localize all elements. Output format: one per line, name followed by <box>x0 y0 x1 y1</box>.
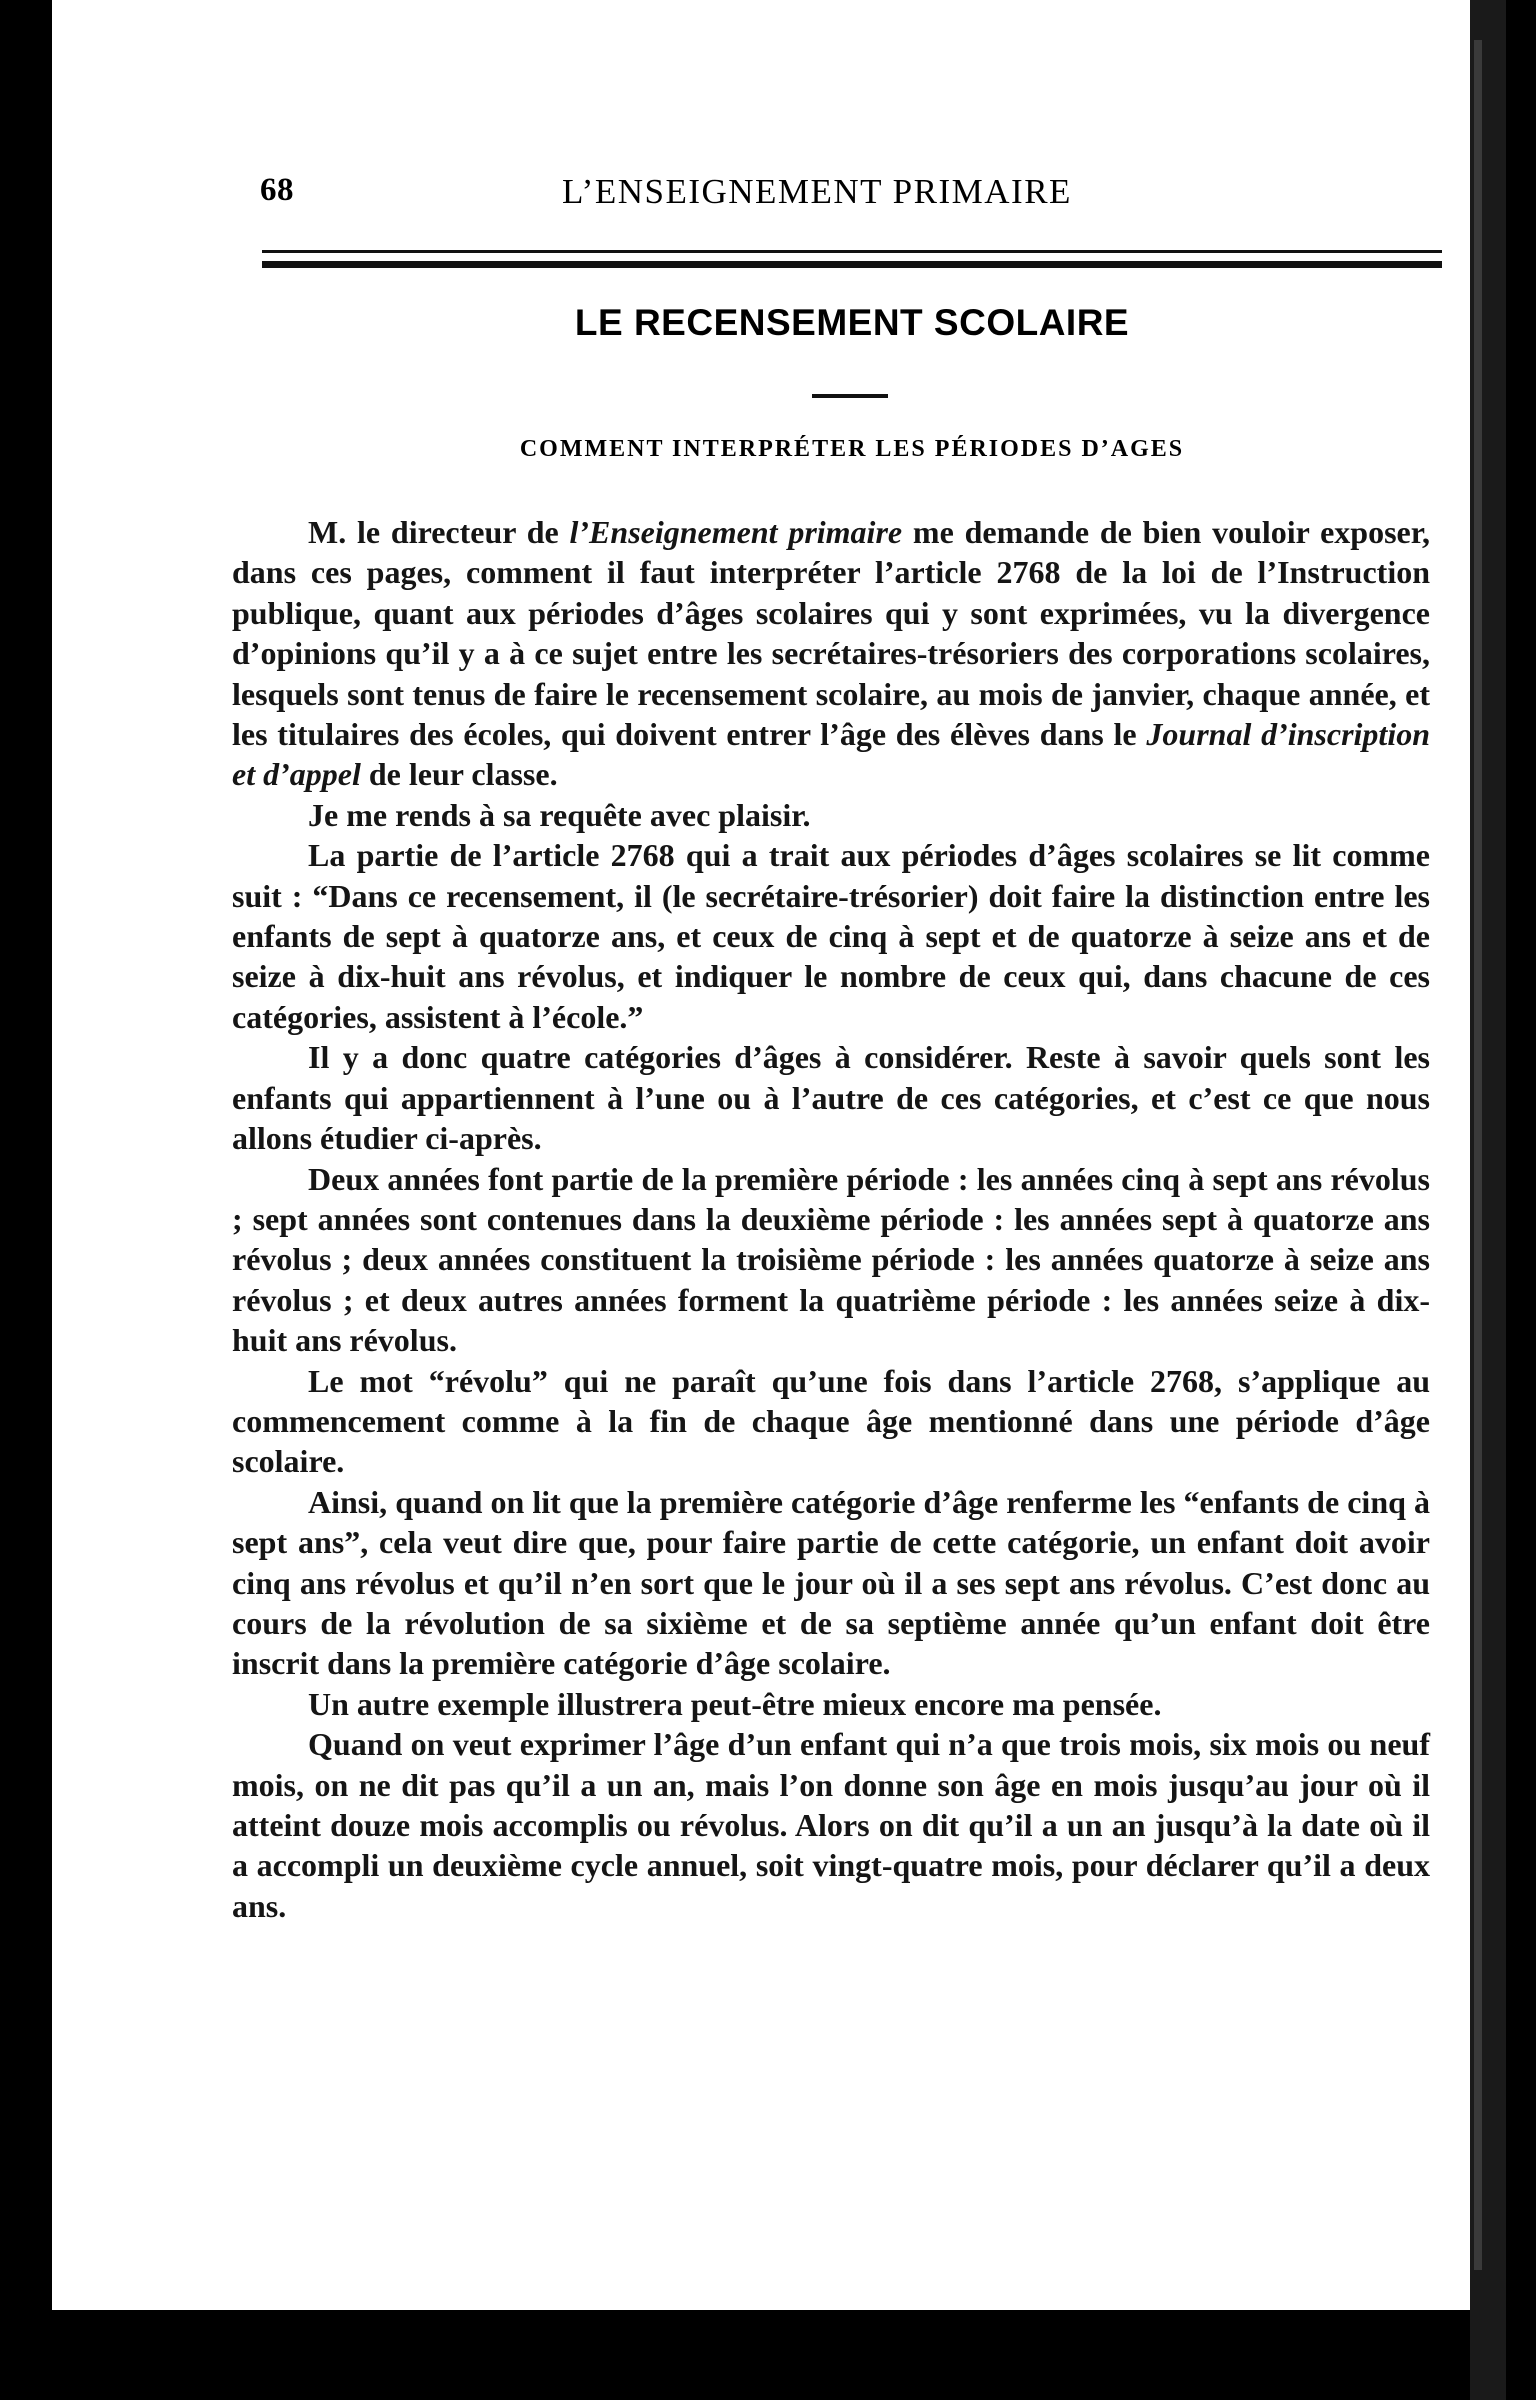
paragraph-1-part-c: me demande de bien vouloir exposer, dans ces pages, comment il faut interpréter l’article 2768 de la loi de l’Instruction publique, quant aux périodes d’âges scolaires qui y sont exprimées, vu la divergence d’opinions qu’il y a à ce sujet entre les secrétaires-trésoriers des corporations scolaires, lesquels sont tenus de faire le recensement scolaire, au mois de janvier, chaque année, et les titulaires des écoles, qui doivent entrer l’âge des élèves dans le <box>232 514 1431 753</box>
register-title-reference: Journal d’inscription et d’appel <box>232 716 1431 793</box>
paragraph-6: Le mot “révolu” qui ne paraît qu’une fois dans l’article 2768, s’applique au commencement comme à la fin de chaque âge mentionné dans une période d’âge scolaire. <box>232 1362 1430 1480</box>
paragraph-1 <box>232 512 1430 795</box>
header-rule-thin <box>262 250 1442 253</box>
paragraph-2: Je me rends à sa requête avec plaisir. <box>308 796 811 833</box>
article-body <box>232 512 1430 1926</box>
paragraph-5: Deux années font partie de la première période : les années cinq à sept ans révolus ; sept années sont contenues dans la deuxième période : les années sept à quatorze ans révolus ; deux années constituent la troisième période : les années quatorze à seize ans révolus ; et deux autres années forment la quatrième période : les années seize à dix-huit ans révolus. <box>232 1160 1430 1359</box>
paragraph-8: Un autre exemple illustrera peut-être mieux encore ma pensée. <box>308 1685 1162 1722</box>
paragraph-9: Quand on veut exprimer l’âge d’un enfant qui n’a que trois mois, six mois ou neuf mois, on ne dit pas qu’il a un an, mais l’on donne son âge en mois jusqu’au jour où il atteint douze mois accomplis ou révolus. Alors on dit qu’il a un an jusqu’à la date où il a accompli un deuxième cycle annuel, soit vingt-quatre mois, pour déclarer qu’il a deux ans. <box>232 1726 1430 1924</box>
title-divider <box>812 394 888 398</box>
page-header <box>260 172 1260 232</box>
page-number: 68 <box>260 172 294 208</box>
journal-title-reference: l’Enseignement primaire <box>569 514 903 550</box>
paragraph-1-part-a: M. le directeur de <box>308 514 570 550</box>
article-subtitle: COMMENT INTERPRÉTER LES PÉRIODES D’AGES <box>519 436 1185 462</box>
paragraph-7: Ainsi, quand on lit que la première catégorie d’âge renferme les “enfants de cinq à sept ans”, cela veut dire que, pour faire partie de cette catégorie, un enfant doit avoir cinq ans révolus et qu’il n’en sort que le jour où il a ses sept ans révolus. C’est donc au cours de la révolution de sa sixième et de sa septième année qu’un enfant doit être inscrit dans la première catégorie d’âge scolaire. <box>232 1483 1430 1682</box>
page-edge-strip <box>1474 40 1482 2270</box>
paragraph-1-part-e: de leur classe. <box>360 756 558 793</box>
header-rule-thick <box>262 261 1442 268</box>
running-head: L’ENSEIGNEMENT PRIMAIRE <box>562 172 1072 211</box>
paragraph-4: Il y a donc quatre catégories d’âges à considérer. Reste à savoir quels sont les enfants qui appartiennent à l’une ou à l’autre de ces catégories, et c’est ce que nous allons étudier ci-après. <box>232 1039 1430 1157</box>
paragraph-3: La partie de l’article 2768 qui a trait aux périodes d’âges scolaires se lit comme suit : “Dans ce recensement, il (le secrétaire-trésorier) doit faire la distinction entre les enfants de sept à quatorze ans, et ceux de cinq à sept et de quatorze à seize ans et de seize à dix-huit ans révolus, et indiquer le nombre de ceux qui, dans chacune de ces catégories, assistent à l’école.” <box>232 837 1430 1035</box>
article-title: LE RECENSEMENT SCOLAIRE <box>574 302 1130 343</box>
